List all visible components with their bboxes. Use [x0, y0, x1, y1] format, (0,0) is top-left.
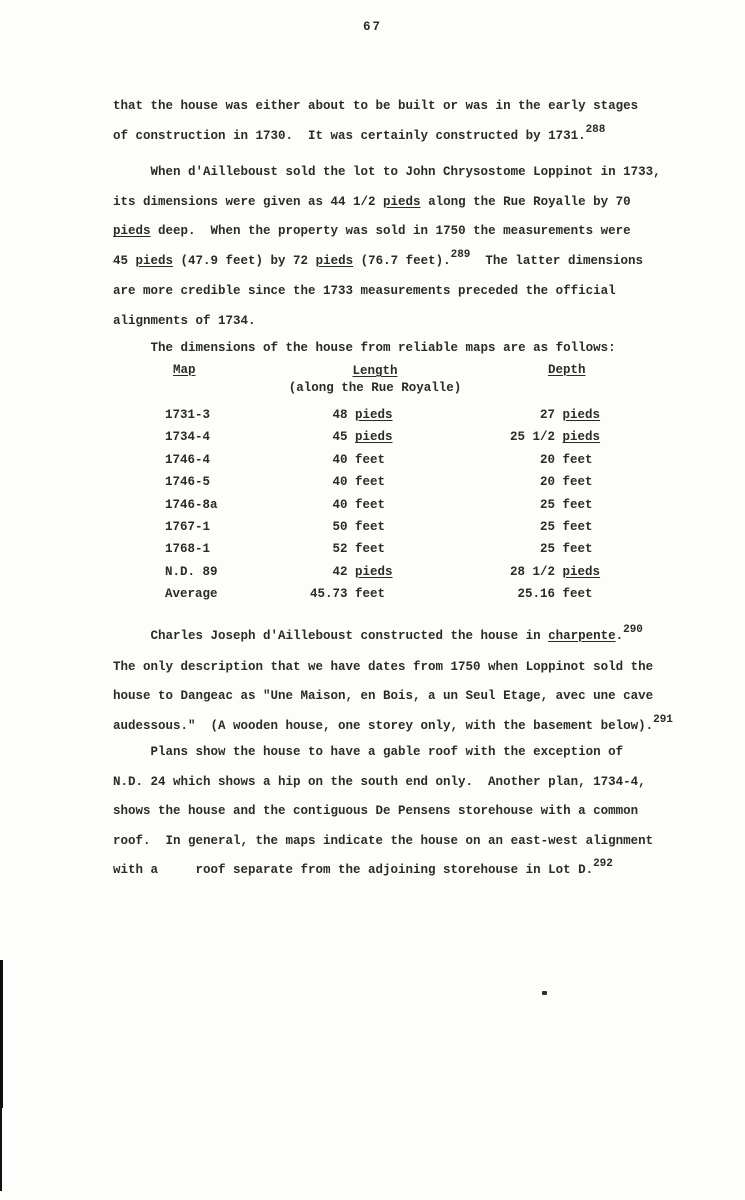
- cell-length: 42 pieds: [310, 564, 393, 579]
- text-line: 45 pieds (47.9 feet) by 72 pieds (76.7 feet).289 The latter dimensions: [113, 248, 643, 268]
- text-line: The only description that we have dates from 1750 when Loppinot sold the: [113, 659, 654, 674]
- cell-depth: 27 pieds: [510, 408, 601, 422]
- cell-length: 45 pieds: [310, 430, 393, 445]
- paragraph-dimensions: [113, 158, 661, 337]
- cell-length: 40 feet: [310, 452, 386, 467]
- paragraph-table-intro: [113, 334, 616, 364]
- cell-depth: 28 1/2 pieds: [510, 564, 601, 579]
- text-line: alignments of 1734.: [113, 313, 256, 328]
- text-line: shows the house and the contiguous De Pensens storehouse with a common: [113, 804, 639, 819]
- page-number: 67: [362, 20, 382, 34]
- table-header-length-sub: (along the Rue Royalle): [288, 381, 462, 395]
- text-line: N.D. 24 which shows a hip on the south end only. Another plan, 1734-4,: [113, 774, 646, 789]
- footnote-ref: 292: [593, 858, 613, 871]
- text-line: The dimensions of the house from reliable maps are as follows:: [113, 341, 616, 355]
- table-row: [165, 449, 600, 471]
- table-header-depth: Depth: [548, 363, 586, 377]
- cell-map: 1746-8a: [165, 497, 218, 512]
- cell-depth: 25 feet: [510, 520, 593, 535]
- cell-depth: 25.16 feet: [510, 587, 593, 602]
- cell-map: 1746-4: [165, 452, 211, 467]
- table-row: [165, 516, 600, 538]
- cell-depth: 25 feet: [510, 542, 593, 557]
- footnote-ref: 291: [653, 713, 673, 726]
- table-header-map: Map: [173, 363, 196, 377]
- cell-map: Average: [165, 587, 218, 602]
- cell-depth: 20 feet: [510, 452, 593, 467]
- cell-length: 40 feet: [310, 475, 386, 490]
- paragraph-roof: [113, 738, 653, 887]
- cell-length: 52 feet: [310, 542, 386, 557]
- table-body: [165, 404, 600, 606]
- table-row: [165, 538, 600, 560]
- table-row: [165, 561, 600, 583]
- cell-length: 40 feet: [310, 497, 386, 512]
- text-line: with a roof separate from the adjoining storehouse in Lot D.292: [113, 858, 613, 878]
- cell-length: 50 feet: [310, 520, 386, 535]
- scan-artifact-bar: [0, 960, 3, 1108]
- cell-map: N.D. 89: [165, 564, 218, 579]
- cell-depth: 25 feet: [510, 497, 593, 512]
- paragraph-charpente: [113, 622, 673, 742]
- cell-depth: 25 1/2 pieds: [510, 430, 601, 445]
- cell-map: 1731-3: [165, 408, 211, 422]
- cell-length: 45.73 feet: [310, 587, 386, 602]
- footnote-ref: 289: [450, 248, 471, 261]
- cell-map: 1768-1: [165, 542, 211, 557]
- footnote-ref: 290: [623, 624, 643, 636]
- text-line: When d'Ailleboust sold the lot to John Chrysostome Loppinot in 1733,: [113, 165, 661, 179]
- cell-length: 48 pieds: [310, 408, 393, 422]
- paragraph-construction: [113, 92, 638, 152]
- table-row: [165, 404, 600, 426]
- table-row: [165, 583, 600, 605]
- cell-map: 1767-1: [165, 520, 211, 535]
- text-line: its dimensions were given as 44 1/2 pieds along the Rue Royalle by 70: [113, 194, 631, 209]
- table-row: [165, 426, 600, 448]
- scan-artifact-bar: [0, 1106, 2, 1191]
- text-line: house to Dangeac as "Une Maison, en Bois, a un Seul Etage, avec une cave: [113, 689, 654, 704]
- footnote-ref: 288: [585, 123, 606, 136]
- cell-depth: 20 feet: [510, 475, 593, 490]
- table-header-length: Length (along the Rue Royalle): [286, 363, 464, 397]
- text-line: pieds deep. When the property was sold in 1750 the measurements were: [113, 224, 631, 239]
- table-row: [165, 471, 600, 493]
- text-line: audessous." (A wooden house, one storey only, with the basement below).291: [113, 713, 673, 733]
- text-line: Charles Joseph d'Ailleboust constructed the house in charpente.290: [113, 624, 643, 643]
- text-line: that the house was either about to be built or was in the early stages: [113, 99, 639, 113]
- cell-map: 1746-5: [165, 475, 211, 490]
- ink-speck: [542, 991, 547, 995]
- cell-map: 1734-4: [165, 430, 211, 445]
- text-line: of construction in 1730. It was certainly constructed by 1731.288: [113, 123, 606, 143]
- text-line: roof. In general, the maps indicate the house on an east-west alignment: [113, 833, 654, 848]
- table-row: [165, 494, 600, 516]
- text-line: Plans show the house to have a gable roof with the exception of: [113, 745, 624, 759]
- text-line: are more credible since the 1733 measurements preceded the official: [113, 284, 616, 299]
